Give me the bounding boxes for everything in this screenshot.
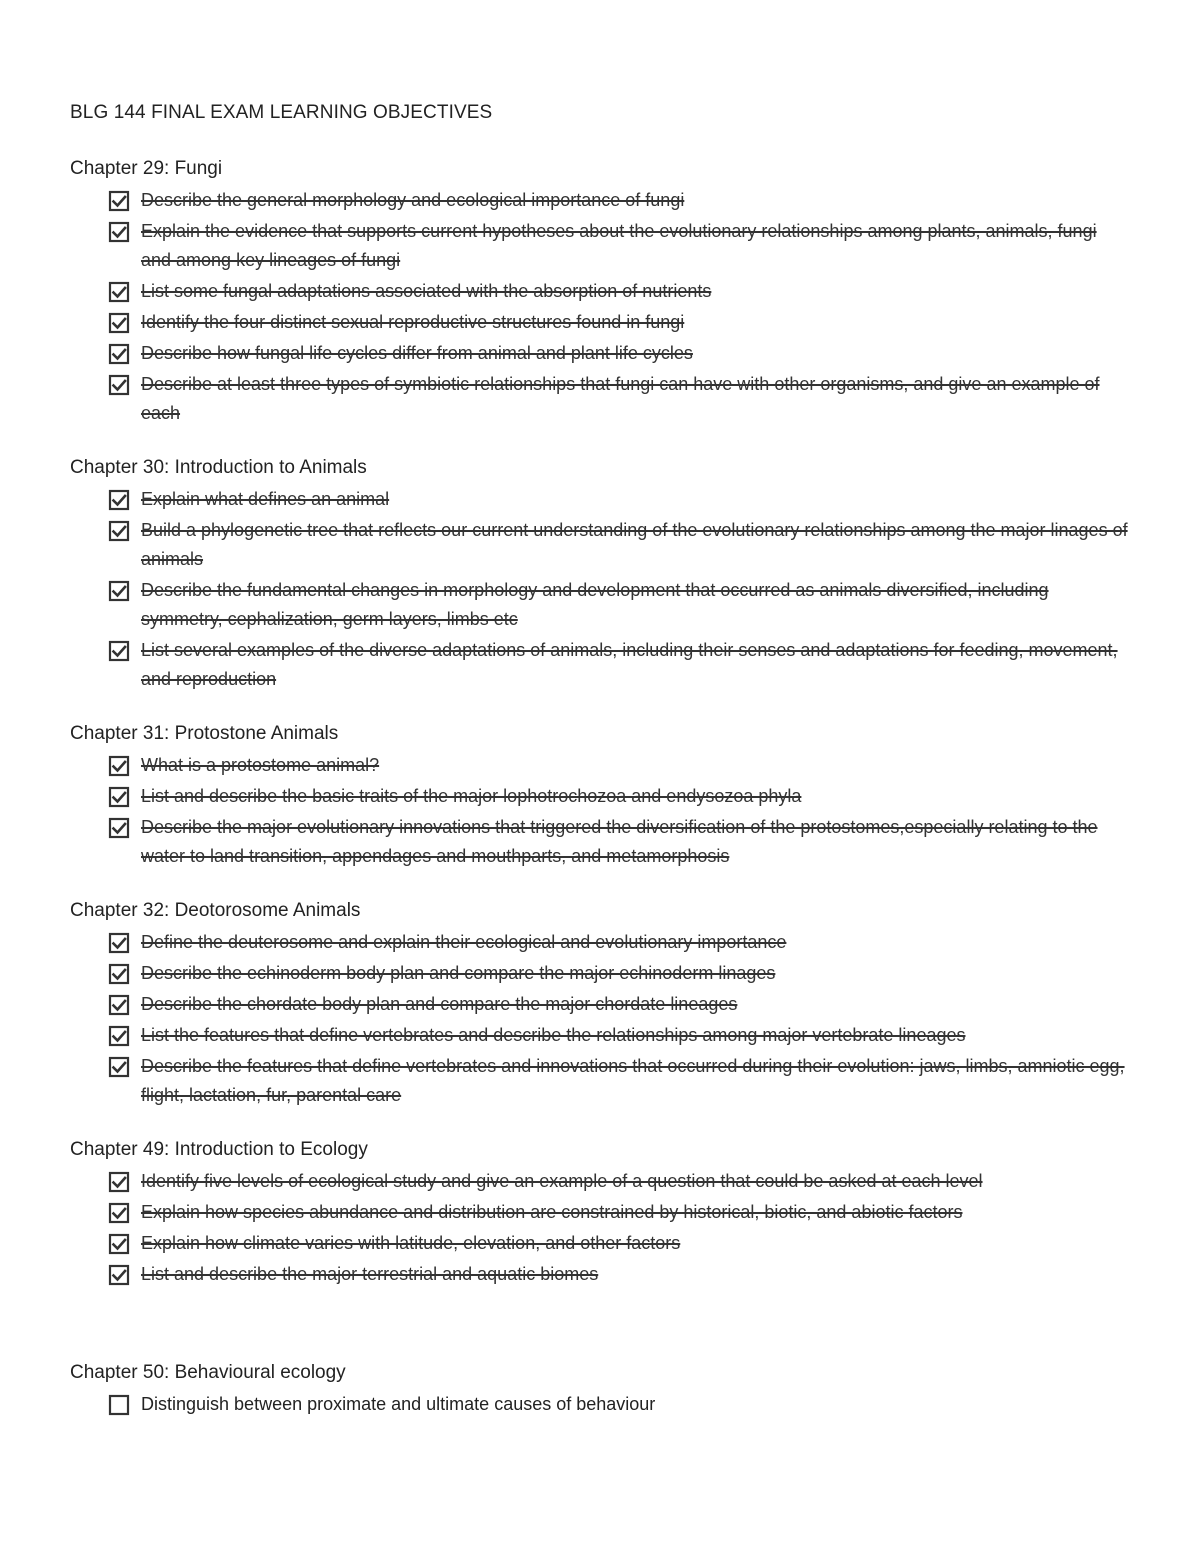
checked-checkbox-icon[interactable] xyxy=(108,817,130,839)
objective-text: List and describe the major terrestrial and aquatic biomes xyxy=(141,1264,599,1284)
checked-checkbox-icon[interactable] xyxy=(108,190,130,212)
chapter-heading: Chapter 49: Introduction to Ecology xyxy=(70,1139,368,1160)
objective-text: Describe the fundamental changes in morphology and development that occurred as animals diversified, including symmetry, cephalization, germ layers, limbs etc xyxy=(141,580,1049,629)
objective-item xyxy=(108,636,1140,694)
checked-checkbox-icon[interactable] xyxy=(108,312,130,334)
objective-item xyxy=(108,1021,1140,1050)
checked-checkbox-icon[interactable] xyxy=(108,755,130,777)
objective-item xyxy=(108,751,1140,780)
checked-checkbox-icon[interactable] xyxy=(108,1264,130,1286)
objective-item xyxy=(108,277,1140,306)
checked-checkbox-icon[interactable] xyxy=(108,963,130,985)
section-spacer xyxy=(70,1316,1140,1360)
objective-item xyxy=(108,1052,1140,1110)
objective-item xyxy=(108,217,1140,275)
objective-item xyxy=(108,1260,1140,1289)
checked-checkbox-icon[interactable] xyxy=(108,1202,130,1224)
chapter-heading: Chapter 30: Introduction to Animals xyxy=(70,457,367,478)
objective-item xyxy=(108,339,1140,368)
checked-checkbox-icon[interactable] xyxy=(108,932,130,954)
chapter-section xyxy=(70,721,1140,871)
objective-text: Distinguish between proximate and ultimate causes of behaviour xyxy=(141,1394,656,1414)
chapter-heading: Chapter 31: Protostone Animals xyxy=(70,723,339,744)
objective-text: Explain how species abundance and distribution are constrained by historical, biotic, and abiotic factors xyxy=(141,1202,963,1222)
chapter-section xyxy=(70,156,1140,428)
checked-checkbox-icon[interactable] xyxy=(108,1171,130,1193)
objective-item xyxy=(108,959,1140,988)
objective-item xyxy=(108,813,1140,871)
objective-text: Identify the four distinct sexual reproductive structures found in fungi xyxy=(141,312,685,332)
checked-checkbox-icon[interactable] xyxy=(108,994,130,1016)
checked-checkbox-icon[interactable] xyxy=(108,281,130,303)
objective-item xyxy=(108,485,1140,514)
chapter-heading: Chapter 29: Fungi xyxy=(70,158,223,179)
objective-item xyxy=(108,576,1140,634)
chapter-section xyxy=(70,1137,1140,1289)
checked-checkbox-icon[interactable] xyxy=(108,1025,130,1047)
checked-checkbox-icon[interactable] xyxy=(108,1056,130,1078)
objective-text: List the features that define vertebrates and describe the relationships among major vertebrate lineages xyxy=(141,1025,966,1045)
objective-text: Describe how fungal life cycles differ from animal and plant life cycles xyxy=(141,343,693,363)
objective-text: Describe at least three types of symbiotic relationships that fungi can have with other organisms, and give an example of each xyxy=(141,374,1100,423)
document-page xyxy=(70,100,1140,1446)
checked-checkbox-icon[interactable] xyxy=(108,374,130,396)
objective-text: What is a protostome animal? xyxy=(141,755,380,775)
checked-checkbox-icon[interactable] xyxy=(108,343,130,365)
objective-text: Build a phylogenetic tree that reflects our current understanding of the evolutionary relationships among the major linages of animals xyxy=(141,520,1128,569)
chapter-heading: Chapter 50: Behavioural ecology xyxy=(70,1362,346,1383)
chapter-section xyxy=(70,1360,1140,1419)
objective-item xyxy=(108,990,1140,1019)
objective-text: Describe the features that define vertebrates and innovations that occurred during their evolution: jaws, limbs, amniotic egg, flight, lactation, fur, parental care xyxy=(141,1056,1125,1105)
objective-item xyxy=(108,1390,1140,1419)
checked-checkbox-icon[interactable] xyxy=(108,520,130,542)
objective-item xyxy=(108,1229,1140,1258)
chapter-heading: Chapter 32: Deotorosome Animals xyxy=(70,900,361,921)
objective-item xyxy=(108,782,1140,811)
objective-text: List several examples of the diverse adaptations of animals, including their senses and adaptations for feeding, movement, and reproduction xyxy=(141,640,1118,689)
checked-checkbox-icon[interactable] xyxy=(108,580,130,602)
document-title: BLG 144 FINAL EXAM LEARNING OBJECTIVES xyxy=(70,102,493,123)
objective-text: Explain what defines an animal xyxy=(141,489,390,509)
checked-checkbox-icon[interactable] xyxy=(108,1233,130,1255)
objective-item xyxy=(108,516,1140,574)
checked-checkbox-icon[interactable] xyxy=(108,786,130,808)
objective-item xyxy=(108,928,1140,957)
objective-text: Describe the chordate body plan and compare the major chordate lineages xyxy=(141,994,738,1014)
objective-text: Define the deuterosome and explain their ecological and evolutionary importance xyxy=(141,932,787,952)
checked-checkbox-icon[interactable] xyxy=(108,640,130,662)
chapter-section xyxy=(70,455,1140,694)
objective-item xyxy=(108,370,1140,428)
objective-text: Describe the major evolutionary innovations that triggered the diversification of the protostomes,especially relating to the water to land transition, appendages and mouthparts, and metamorphosis xyxy=(141,817,1098,866)
objective-text: Describe the general morphology and ecological importance of fungi xyxy=(141,190,685,210)
objective-text: Describe the echinoderm body plan and compare the major echinoderm linages xyxy=(141,963,776,983)
objective-text: List and describe the basic traits of the major lophotrochozoa and endysozoa phyla xyxy=(141,786,802,806)
objective-item xyxy=(108,1198,1140,1227)
checked-checkbox-icon[interactable] xyxy=(108,221,130,243)
objective-item xyxy=(108,308,1140,337)
chapter-section xyxy=(70,898,1140,1110)
objective-text: Identify five levels of ecological study and give an example of a question that could be asked at each level xyxy=(141,1171,983,1191)
chapter-list xyxy=(70,156,1140,1419)
objective-item xyxy=(108,186,1140,215)
objective-text: Explain the evidence that supports current hypotheses about the evolutionary relationships among plants, animals, fungi and among key lineages of fungi xyxy=(141,221,1097,270)
empty-checkbox-icon[interactable] xyxy=(108,1394,130,1416)
checked-checkbox-icon[interactable] xyxy=(108,489,130,511)
objective-text: Explain how climate varies with latitude, elevation, and other factors xyxy=(141,1233,681,1253)
objective-item xyxy=(108,1167,1140,1196)
objective-text: List some fungal adaptations associated with the absorption of nutrients xyxy=(141,281,712,301)
